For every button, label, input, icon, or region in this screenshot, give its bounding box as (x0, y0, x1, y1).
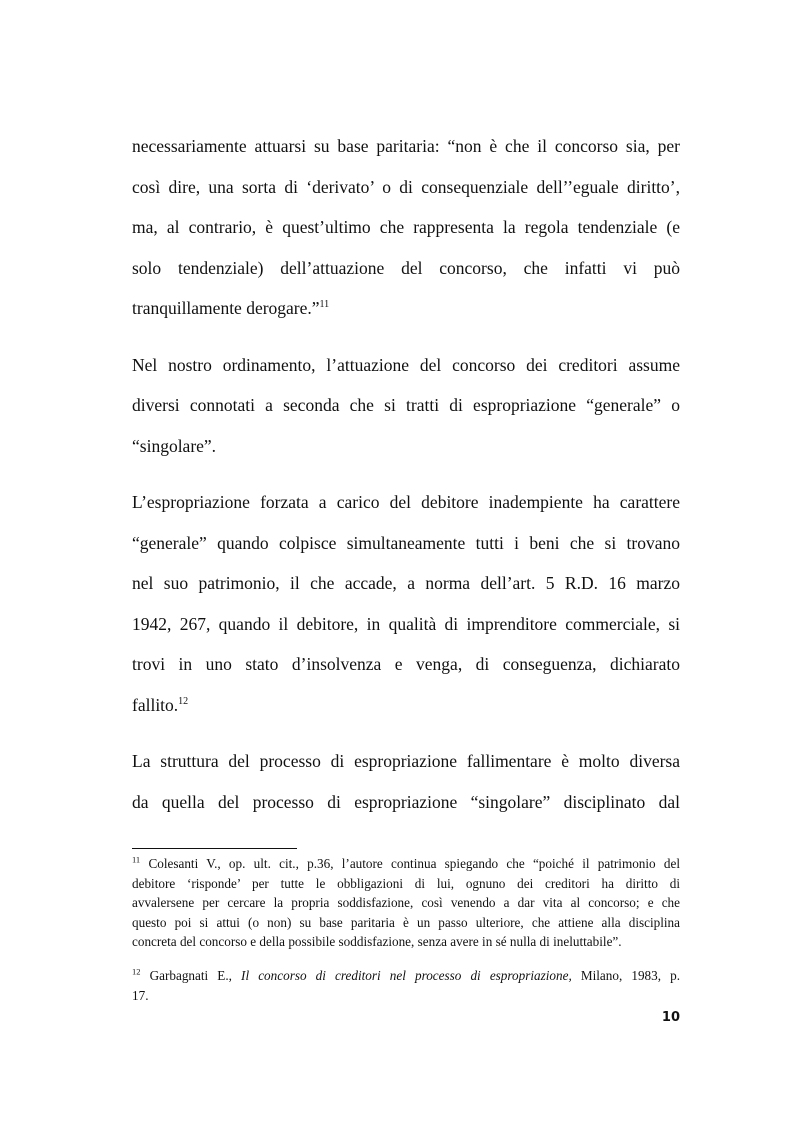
footnote-text: Milano, 1983, p. (571, 967, 681, 983)
text-line-content: fallito. (132, 694, 179, 715)
footnote-number: 12 (132, 966, 141, 977)
footnotes (132, 854, 680, 1019)
footnote-line (132, 966, 680, 986)
footnote-number: 11 (132, 854, 141, 865)
text-line: ma, al contrario, è quest’ultimo che rappresenta la regola tendenziale (e (132, 217, 680, 237)
footnote-line: 17. (132, 987, 149, 1003)
text-line: L’espropriazione forzata a carico del debitore inadempiente ha carattere (132, 492, 680, 512)
text-line: “singolare”. (132, 435, 217, 456)
footnote-line (132, 854, 680, 874)
footnote-title: Il concorso di creditori nel processo di espropriazione, (241, 967, 572, 983)
paragraph-4 (132, 741, 680, 822)
page-number: 10 (661, 1010, 680, 1025)
main-text (132, 126, 680, 838)
text-line: 1942, 267, quando il debitore, in qualità di imprenditore commerciale, si (132, 613, 680, 634)
text-line: trovi in uno stato d’insolvenza e venga, di conseguenza, dichiarato (132, 654, 680, 674)
footnote-ref-12[interactable]: 12 (178, 695, 189, 707)
text-line: Nel nostro ordinamento, l’attuazione del concorso dei creditori assume (132, 354, 680, 375)
text-line: “generale” quando colpisce simultaneamente tutti i beni che si trovano (132, 532, 680, 553)
text-line (132, 288, 680, 329)
footnote-line: questo poi si attui (o non) su base paritaria è un passo ulteriore, che attiene alla disciplina (132, 914, 680, 930)
text-line: così dire, una sorta di ‘derivato’ o di consequenziale dell’’eguale diritto’, (132, 176, 680, 197)
footnote-11 (132, 854, 680, 952)
text-line: La struttura del processo di espropriazione fallimentare è molto diversa (132, 751, 680, 771)
text-line: da quella del processo di espropriazione “singolare” disciplinato dal (132, 791, 680, 812)
footnote-line: concreta del concorso e della possibile soddisfazione, senza avere in sé nulla di ineluttabile”. (132, 934, 622, 950)
text-line (132, 685, 680, 726)
text-line: necessariamente attuarsi su base paritaria: “non è che il concorso sia, per (132, 136, 680, 156)
footnote-line: debitore ‘risponde’ per tutte le obbligazioni di lui, ognuno dei creditori ha diritto di (132, 875, 680, 891)
footnote-author: Garbagnati E., (149, 967, 242, 983)
text-line: nel suo patrimonio, il che accade, a norma dell’art. 5 R.D. 16 marzo (132, 573, 680, 593)
footnote-12 (132, 966, 680, 1005)
text-line-content: tranquillamente derogare.” (132, 298, 320, 318)
paragraph-2 (132, 345, 680, 467)
footnote-separator (132, 848, 297, 849)
footnote-line: avvalersene per cercare la propria soddisfazione, così venendo a dar vita al concorso; e che (132, 895, 680, 911)
footnote-text: Colesanti V., op. ult. cit., p.36, l’autore continua spiegando che “poiché il patrimonio del (148, 856, 681, 871)
paragraph-1 (132, 126, 680, 329)
paragraph-3 (132, 482, 680, 725)
footnote-ref-11[interactable]: 11 (319, 299, 330, 311)
text-line: solo tendenziale) dell’attuazione del concorso, che infatti vi può (132, 257, 680, 278)
text-line: diversi connotati a seconda che si tratti di espropriazione “generale” o (132, 395, 680, 415)
